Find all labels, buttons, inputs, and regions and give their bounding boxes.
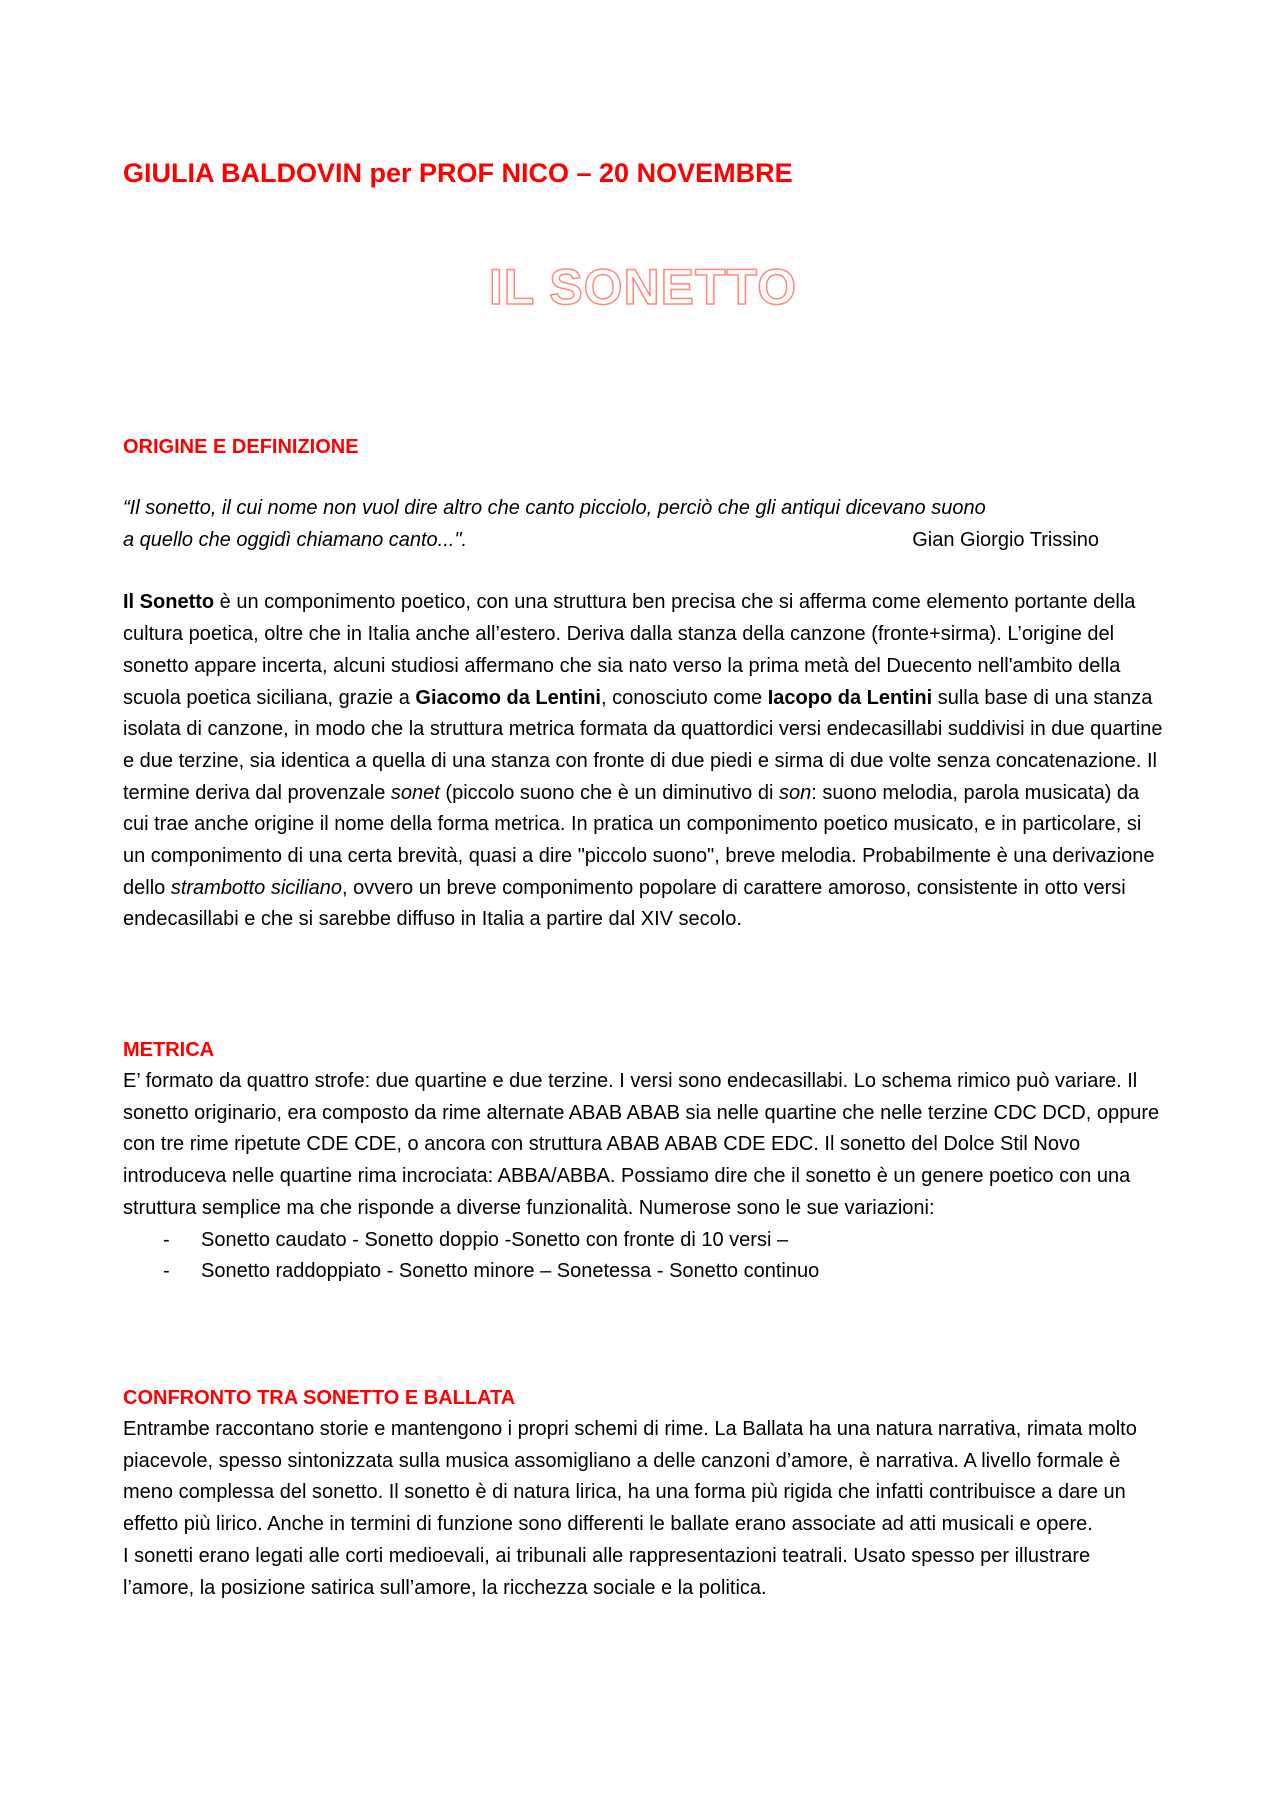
term-sonetto: Il Sonetto: [123, 591, 215, 614]
metrica-paragraph: E’ formato da quattro strofe: due quartine e due terzine. I versi sono endecasillabi. Lo schema rimico può variare. Il sonetto originario, era composto da rime alternate ABAB ABAB sia nelle quartine che nelle terzine CDC DCD, oppure con tre rime ripetute CDE CDE, o ancora con struttura ABAB ABAB CDE EDC. Il sonetto del Dolce Stil Novo introduceva nelle quartine rima incrociata: ABBA/ABBA. Possiamo dire che il sonetto è un genere poetico con una struttura semplice ma che risponde a diverse funzionalità. Numerose sono le sue variazioni:: [123, 1070, 1160, 1219]
section-heading-confronto: CONFRONTO TRA SONETTO E BALLATA: [123, 1387, 516, 1409]
section-heading-origine: ORIGINE E DEFINIZIONE: [123, 436, 359, 458]
term-sonet: sonet: [390, 781, 440, 804]
confronto-paragraph-1: Entrambe raccontano storie e mantengono i propri schemi di rime. La Ballata ha una natura narrativa, rimata molto piacevole, spesso sintonizzata sulla musica assomigliano a delle canzoni d’amore, è narrativa. A livello formale è meno complessa del sonetto. Il sonetto è di natura lirica, ha una forma più rigida che infatti contribuisce a dare un effetto più lirico. Anche in termini di funzione sono differenti le ballate erano associate ad atti musicali e opere.: [123, 1418, 1137, 1536]
document-title: IL SONETTO: [488, 259, 798, 315]
quote: [123, 493, 1163, 556]
name-giacomo: Giacomo da Lentini: [415, 686, 601, 709]
list-item: - Sonetto caudato - Sonetto doppio -Sonetto con fronte di 10 versi –: [123, 1225, 1163, 1257]
quote-author: Gian Giorgio Trissino: [912, 528, 1099, 551]
list-item: - Sonetto raddoppiato - Sonetto minore – Sonetessa - Sonetto continuo: [123, 1256, 1163, 1288]
quote-line-1: “Il sonetto, il cui nome non vuol dire altro che canto picciolo, perciò che gli antiqui dicevano suono: [123, 497, 986, 519]
quote-line-2: a quello che oggidì chiamano canto...".: [123, 528, 467, 551]
section-confronto: [123, 1382, 1163, 1604]
term-son: son: [778, 781, 812, 804]
section-metrica: [123, 1034, 1163, 1288]
term-strambotto: strambotto siciliano: [170, 876, 342, 899]
name-iacopo: Iacopo da Lentini: [767, 686, 933, 709]
section-heading-metrica: METRICA: [123, 1039, 215, 1061]
section-origine: [123, 431, 1163, 936]
document-header: GIULIA BALDOVIN per PROF NICO – 20 NOVEMBRE: [123, 158, 793, 188]
variations-list: [123, 1225, 1163, 1288]
confronto-paragraph-2: I sonetti erano legati alle corti medioevali, ai tribunali alle rappresentazioni teatrali. Usato spesso per illustrare l’amore, la posizione satirica sull’amore, la ricchezza sociale e la politica.: [123, 1544, 1091, 1599]
intro-paragraph: Il Sonetto è un componimento poetico, con una struttura ben precisa che si afferma come elemento portante della cultura poetica, oltre che in Italia anche all’estero. Deriva dalla stanza della canzone (fronte+sirma). L’origine del sonetto appare incerta, alcuni studiosi affermano che sia nato verso la prima metà del Duecento nell'ambito della scuola poetica siciliana, grazie a Giacomo da Lentini, conosciuto come Iacopo da Lentini sulla base di una stanza isolata di canzone, in modo che la struttura metrica formata da quattordici versi endecasillabi suddivisi in due quartine e due terzine, sia identica a quella di una stanza con fronte di due piedi e sirma di due volte senza concatenazione. Il termine deriva dal provenzale sonet (piccolo suono che è un diminutivo di son: suono melodia, parola musicata) da cui trae anche origine il nome della forma metrica. In pratica un componimento poetico musicato, e in particolare, si un componimento di una certa brevità, quasi a dire "piccolo suono", breve melodia. Probabilmente è una derivazione dello strambotto siciliano, ovvero un breve componimento popolare di carattere amoroso, consistente in otto versi endecasillabi e che si sarebbe diffuso in Italia a partire dal XIV secolo.: [123, 591, 1163, 931]
